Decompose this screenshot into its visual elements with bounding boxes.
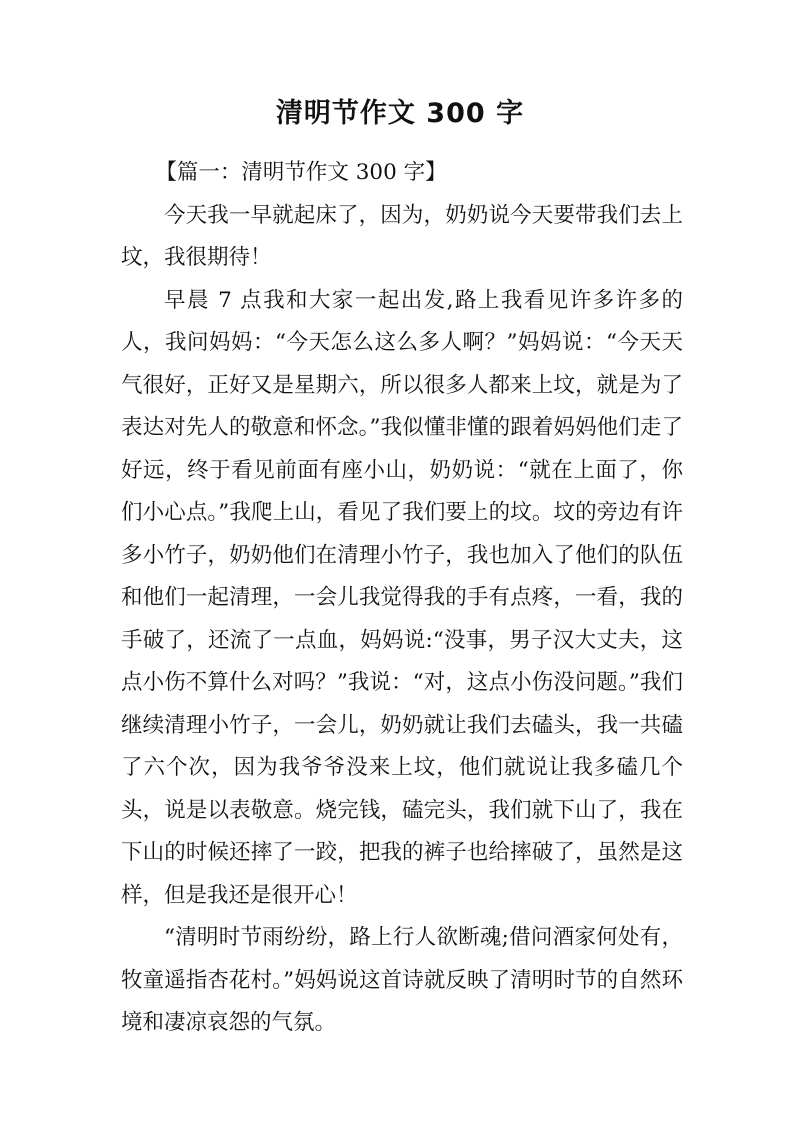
paragraph-2: 早晨 7 点我和大家一起出发,路上我看见许多许多的人，我问妈妈：“今天怎么这么多人啊？”妈妈说：“今天天气很好，正好又是星期六，所以很多人都来上坟，就是为了表达对先人的敬意和怀念。”我似懂非懂的跟着妈妈他们走了好远，终于看见前面有座小山，奶奶说：“就在上面了，你们小心点。”我爬上山，看见了我们要上的坟。坟的旁边有许多小竹子，奶奶他们在清理小竹子，我也加入了他们的队伍和他们一起清理，一会儿我觉得我的手有点疼，一看，我的手破了，还流了一点血，妈妈说:“没事，男子汉大丈夫，这点小伤不算什么对吗？”我说：“对，这点小伤没问题。”我们继续清理小竹子，一会儿，奶奶就让我们去磕头，我一共磕了六个次，因为我爷爷没来上坟，他们就说让我多磕几个头，说是以表敬意。烧完钱，磕完头，我们就下山了，我在下山的时候还摔了一跤，把我的裤子也给摔破了，虽然是这样，但是我还是很开心！ bbox=[121, 287, 683, 908]
paragraph-1: 今天我一早就起床了，因为，奶奶说今天要带我们去上坟，我很期待！ bbox=[121, 202, 683, 270]
paragraph-3: “清明时节雨纷纷，路上行人欲断魂;借问酒家何处有，牧童遥指杏花村。”妈妈说这首诗就反映了清明时节的自然环境和凄凉哀怨的气氛。 bbox=[121, 925, 683, 1035]
section-heading: 【篇一：清明节作文 300 字】 bbox=[155, 160, 447, 185]
document-body bbox=[121, 152, 683, 1045]
document-title: 清明节作文 300 字 bbox=[275, 98, 525, 129]
